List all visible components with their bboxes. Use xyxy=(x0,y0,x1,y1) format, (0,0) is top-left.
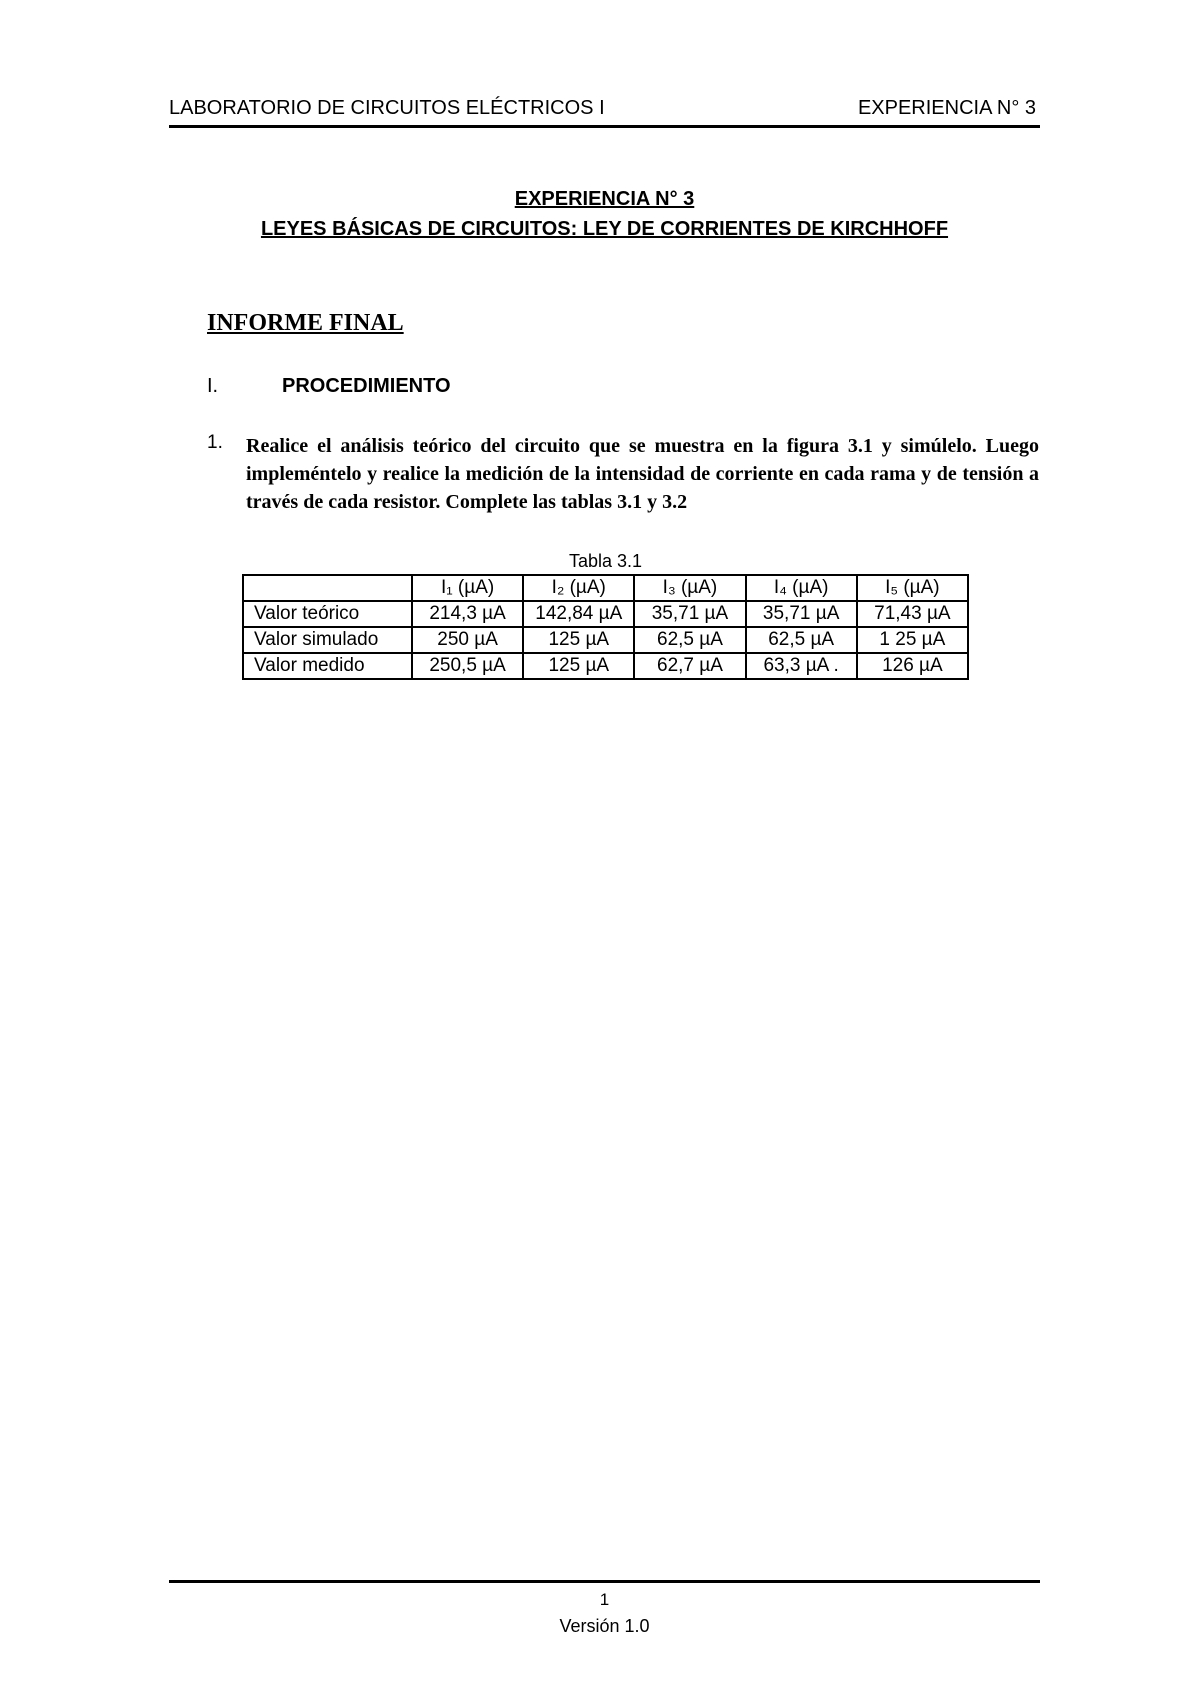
item-text: Realice el análisis teórico del circuito que se muestra en la figura 3.1 y simúlelo. Luego impleméntelo y realice la medición de la intensidad de corriente en cada rama y de tensión a través de cada resistor. Complete las tablas 3.1 y 3.2 xyxy=(246,435,1039,513)
table-cell: 126 µA xyxy=(857,653,968,679)
page-header xyxy=(169,95,1040,128)
section-title: PROCEDIMIENTO xyxy=(282,375,451,397)
table-cell: 142,84 µA xyxy=(523,601,634,627)
table-cell: 35,71 µA xyxy=(634,601,745,627)
table-header-cell: I₅ (µA) xyxy=(857,575,968,601)
table-header-cell xyxy=(243,575,412,601)
footer-divider xyxy=(169,1580,1040,1583)
header-course-title: LABORATORIO DE CIRCUITOS ELÉCTRICOS I xyxy=(169,97,605,119)
section-heading xyxy=(207,375,451,398)
document-title-block xyxy=(169,184,1040,244)
version-label: Versión 1.0 xyxy=(559,1616,650,1636)
header-experience-number: EXPERIENCIA N° 3 xyxy=(857,97,1036,119)
table-cell: 71,43 µA xyxy=(857,601,968,627)
table-cell: 62,5 µA xyxy=(746,627,857,653)
table-cell: 250 µA xyxy=(412,627,523,653)
table-row xyxy=(243,653,968,679)
table-header-cell: I₃ (µA) xyxy=(634,575,745,601)
table-cell: 250,5 µA xyxy=(412,653,523,679)
table-caption: Tabla 3.1 xyxy=(568,551,643,571)
table-header-cell: I₁ (µA) xyxy=(412,575,523,601)
results-table xyxy=(242,574,969,680)
page-number: 1 xyxy=(599,1590,610,1609)
row-label: Valor medido xyxy=(243,653,412,679)
document-title: EXPERIENCIA N° 3 xyxy=(514,188,695,210)
row-label: Valor simulado xyxy=(243,627,412,653)
row-label: Valor teórico xyxy=(243,601,412,627)
item-number: 1. xyxy=(207,432,223,453)
table-cell: 125 µA xyxy=(523,653,634,679)
table-cell: 62,5 µA xyxy=(634,627,745,653)
table-cell: 35,71 µA xyxy=(746,601,857,627)
table-cell: 125 µA xyxy=(523,627,634,653)
table-row xyxy=(243,601,968,627)
table-cell: 63,3 µA . xyxy=(746,653,857,679)
table-header-cell: I₂ (µA) xyxy=(523,575,634,601)
section-number: I. xyxy=(207,375,219,397)
document-subtitle: LEYES BÁSICAS DE CIRCUITOS: LEY DE CORRIENTES DE KIRCHHOFF xyxy=(260,218,949,240)
table-header-row xyxy=(243,575,968,601)
table-row xyxy=(243,627,968,653)
table-cell: 214,3 µA xyxy=(412,601,523,627)
report-heading: INFORME FINAL xyxy=(207,310,404,336)
table-header-cell: I₄ (µA) xyxy=(746,575,857,601)
table-cell: 1 25 µA xyxy=(857,627,968,653)
table-cell: 62,7 µA xyxy=(634,653,745,679)
